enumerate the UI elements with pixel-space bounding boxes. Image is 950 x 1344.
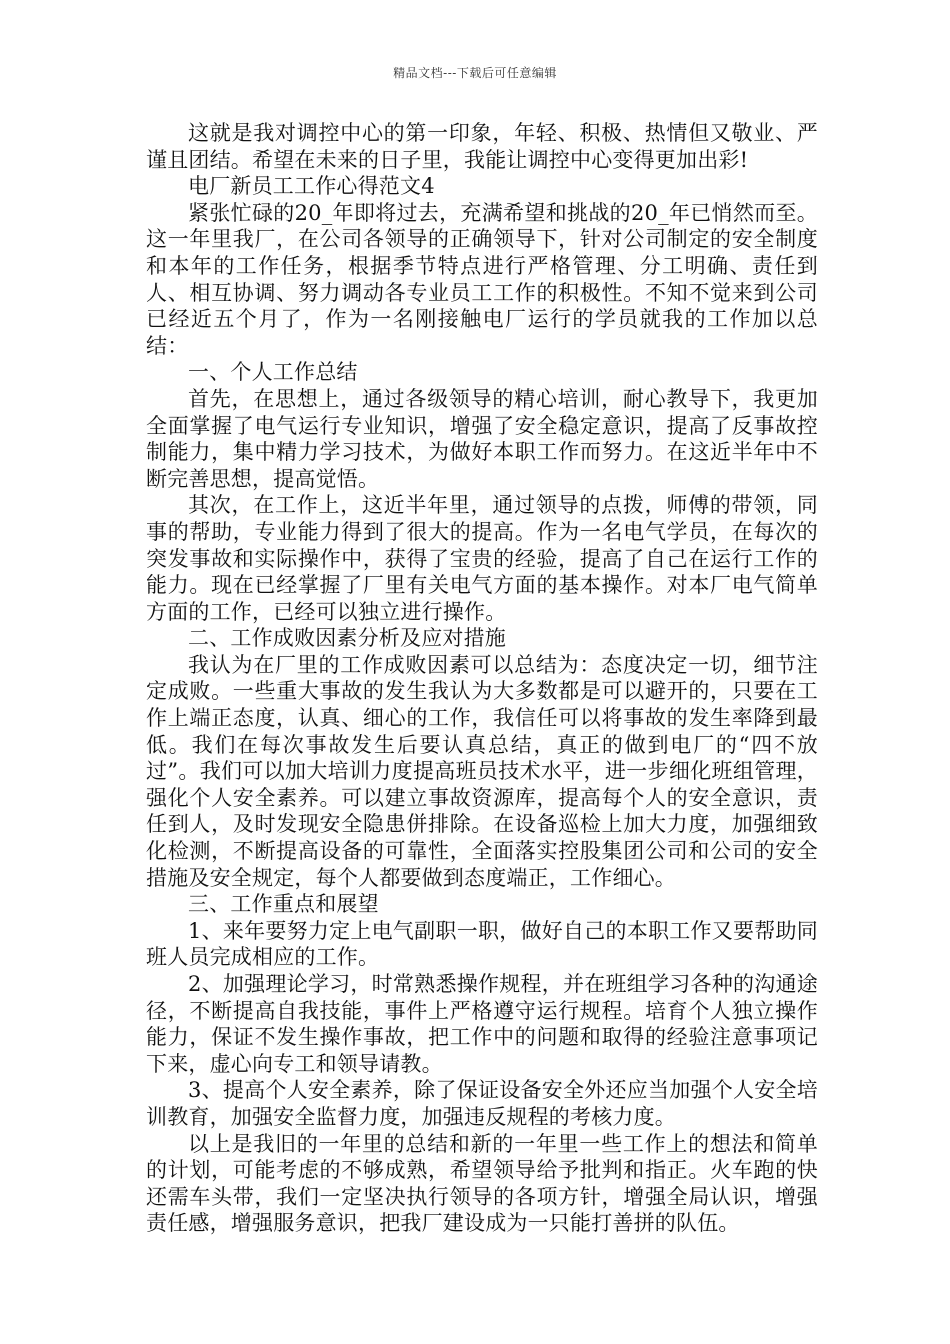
heading-factor-analysis: 二、工作成败因素分析及应对措施	[188, 626, 506, 651]
heading-focus-outlook: 三、工作重点和展望	[188, 892, 379, 917]
section-title: 电厂新员工工作心得范文4	[188, 174, 435, 199]
list-item-1: 1、来年要努力定上电气副职一职，做好自己的本职工作又要帮助同班人员完成相应的工作。	[146, 918, 818, 970]
page-header: 精品文档---下载后可任意编辑	[393, 66, 557, 80]
heading-personal-summary: 一、个人工作总结	[188, 360, 358, 385]
paragraph-work: 其次，在工作上，这近半年里，通过领导的点拨，师傅的带领，同事的帮助，专业能力得到了很大的提高。作为一名电气学员，在每次的突发事故和实际操作中，获得了宝贵的经验，提高了自己在运行工作的能力。现在已经掌握了厂里有关电气方面的基本操作。对本厂电气简单方面的工作，已经可以独立进行操作。	[146, 493, 818, 624]
list-item-3: 3、提高个人安全素养，除了保证设备安全外还应当加强个人安全培训教育，加强安全监督力度，加强违反规程的考核力度。	[146, 1078, 818, 1129]
paragraph-thought: 首先，在思想上，通过各级领导的精心培训，耐心教导下，我更加全面掌握了电气运行专业知识，增强了安全稳定意识，提高了反事故控制能力，集中精力学习技术，为做好本职工作而努力。在这近半年中不断完善思想，提高觉悟。	[146, 386, 818, 491]
document-body	[146, 120, 818, 1237]
paragraph-opening: 紧张忙碌的20_年即将过去，充满希望和挑战的20_年已悄然而至。这一年里我厂，在公司各领导的正确领导下，针对公司制定的安全制度和本年的工作任务，根据季节特点进行严格管理、分工明确、责任到人、相互协调、努力调动各专业员工工作的积极性。不知不觉来到公司已经近五个月了，作为一名刚接触电厂运行的学员就我的工作加以总结：	[146, 200, 818, 358]
paragraph-intro-closing: 这就是我对调控中心的第一印象，年轻、积极、热情但又敬业、严谨且团结。希望在未来的日子里，我能让调控中心变得更加出彩!	[146, 121, 818, 172]
list-item-2: 2、加强理论学习，时常熟悉操作规程，并在班组学习各种的沟通途径，不断提高自我技能，事件上严格遵守运行规程。培育个人独立操作能力，保证不发生操作事故，把工作中的问题和取得的经验注意事项记下来，虚心向专工和领导请教。	[146, 972, 818, 1076]
paragraph-conclusion: 以上是我旧的一年里的总结和新的一年里一些工作上的想法和简单的计划，可能考虑的不够成熟，希望领导给予批判和指正。火车跑的快还需车头带，我们一定坚决执行领导的各项方针，增强全局认识，增强责任感，增强服务意识，把我厂建设成为一只能打善拼的队伍。	[146, 1131, 818, 1236]
paragraph-factors: 我认为在厂里的工作成败因素可以总结为：态度决定一切，细节注定成败。一些重大事故的发生我认为大多数都是可以避开的，只要在工作上端正态度，认真、细心的工作，我信任可以将事故的发生率降到最低。我们在每次事故发生后要认真总结，真正的做到电厂的“四不放过”。我们可以加大培训力度提高班员技术水平，进一步细化班组管理，强化个人安全素养。可以建立事故资源库，提高每个人的安全意识，责任到人，及时发现安全隐患併排除。在设备巡检上加大力度，加强细致化检测，不断提高设备的可靠性，全面落实控股集团公司和公司的安全措施及安全规定，每个人都要做到态度端正，工作细心。	[146, 652, 818, 890]
